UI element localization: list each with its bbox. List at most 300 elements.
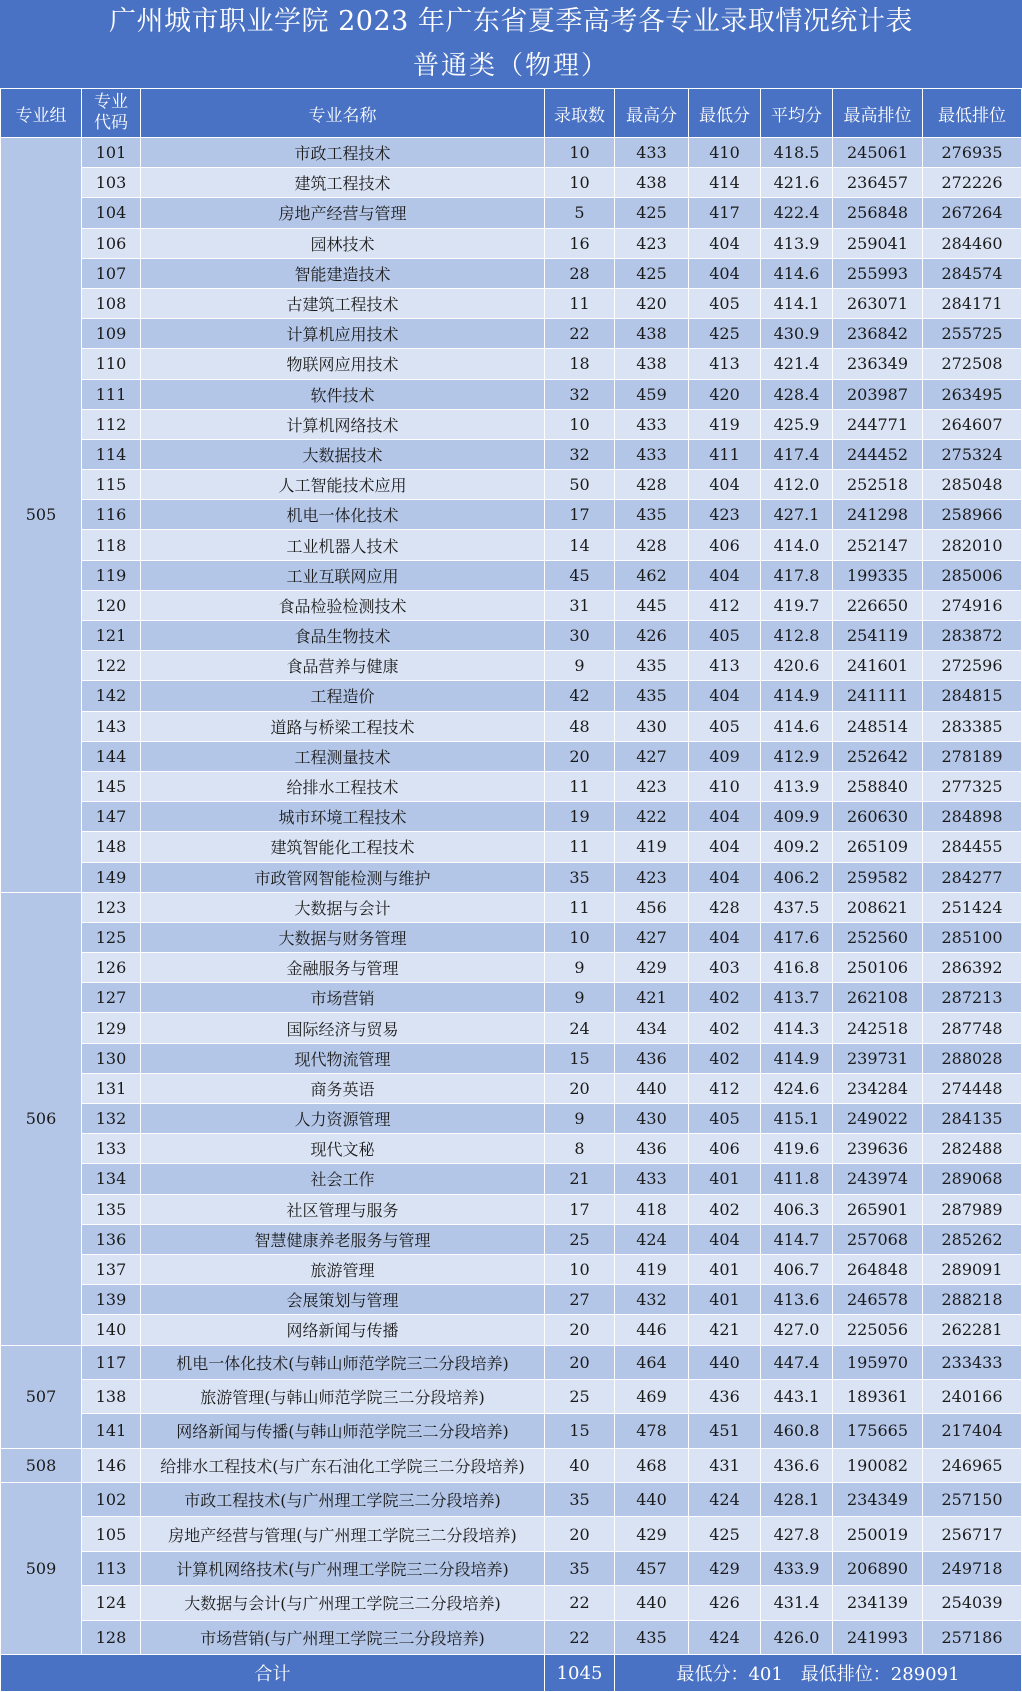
cell-avg-score: 406.2: [761, 862, 833, 892]
cell-min-score: 402: [689, 1194, 761, 1224]
cell-low-rank: 284277: [923, 862, 1022, 892]
cell-low-rank: 282488: [923, 1134, 1022, 1164]
cell-max-score: 429: [615, 1517, 689, 1551]
cell-min-score: 405: [689, 1104, 761, 1134]
cell-code: 105: [82, 1517, 141, 1551]
cell-admitted: 19: [545, 802, 615, 832]
cell-top-rank: 208621: [833, 892, 923, 922]
cell-code: 141: [82, 1414, 141, 1448]
cell-avg-score: 414.3: [761, 1013, 833, 1043]
cell-max-score: 423: [615, 862, 689, 892]
cell-admitted: 10: [545, 138, 615, 168]
cell-min-score: 406: [689, 1134, 761, 1164]
cell-admitted: 10: [545, 168, 615, 198]
cell-top-rank: 259582: [833, 862, 923, 892]
cell-min-score: 406: [689, 530, 761, 560]
cell-admitted: 20: [545, 741, 615, 771]
table-row: [1, 590, 1022, 620]
cell-low-rank: 255725: [923, 319, 1022, 349]
cell-min-score: 424: [689, 1620, 761, 1654]
cell-avg-score: 413.9: [761, 228, 833, 258]
cell-name: 国际经济与贸易: [141, 1013, 545, 1043]
cell-admitted: 10: [545, 409, 615, 439]
cell-admitted: 9: [545, 953, 615, 983]
cell-admitted: 32: [545, 439, 615, 469]
cell-code: 113: [82, 1551, 141, 1585]
cell-name: 食品检验检测技术: [141, 590, 545, 620]
cell-name: 给排水工程技术: [141, 771, 545, 801]
cell-name: 食品生物技术: [141, 621, 545, 651]
cell-admitted: 15: [545, 1414, 615, 1448]
cell-avg-score: 421.6: [761, 168, 833, 198]
cell-avg-score: 427.1: [761, 500, 833, 530]
cell-admitted: 11: [545, 832, 615, 862]
cell-avg-score: 406.3: [761, 1194, 833, 1224]
cell-code: 148: [82, 832, 141, 862]
footer-total: 1045: [545, 1655, 615, 1692]
cell-avg-score: 406.7: [761, 1254, 833, 1284]
cell-top-rank: 234284: [833, 1073, 923, 1103]
cell-max-score: 435: [615, 681, 689, 711]
table-row: [1, 1345, 1022, 1379]
cell-code: 140: [82, 1315, 141, 1345]
cell-max-score: 423: [615, 771, 689, 801]
header-admitted: 录取数: [545, 89, 615, 138]
cell-avg-score: 414.6: [761, 258, 833, 288]
table-row: [1, 621, 1022, 651]
cell-name: 建筑智能化工程技术: [141, 832, 545, 862]
cell-min-score: 420: [689, 379, 761, 409]
cell-top-rank: 263071: [833, 288, 923, 318]
cell-code: 135: [82, 1194, 141, 1224]
cell-name: 大数据与财务管理: [141, 922, 545, 952]
cell-min-score: 405: [689, 288, 761, 318]
cell-max-score: 429: [615, 953, 689, 983]
cell-avg-score: 436.6: [761, 1448, 833, 1482]
cell-name: 工程测量技术: [141, 741, 545, 771]
table-row: [1, 741, 1022, 771]
table-row: [1, 409, 1022, 439]
cell-admitted: 22: [545, 1620, 615, 1654]
cell-min-score: 404: [689, 862, 761, 892]
cell-admitted: 25: [545, 1224, 615, 1254]
cell-low-rank: 284171: [923, 288, 1022, 318]
cell-code: 143: [82, 711, 141, 741]
cell-low-rank: 284815: [923, 681, 1022, 711]
cell-avg-score: 414.9: [761, 1043, 833, 1073]
table-row: [1, 983, 1022, 1013]
cell-avg-score: 447.4: [761, 1345, 833, 1379]
table-row: [1, 1315, 1022, 1345]
cell-avg-score: 415.1: [761, 1104, 833, 1134]
cell-avg-score: 460.8: [761, 1414, 833, 1448]
cell-max-score: 436: [615, 1134, 689, 1164]
cell-max-score: 436: [615, 1043, 689, 1073]
cell-min-score: 425: [689, 319, 761, 349]
cell-low-rank: 262281: [923, 1315, 1022, 1345]
table-row: [1, 1073, 1022, 1103]
cell-min-score: 411: [689, 439, 761, 469]
cell-low-rank: 283385: [923, 711, 1022, 741]
cell-max-score: 438: [615, 319, 689, 349]
header-top-rank: 最高排位: [833, 89, 923, 138]
cell-min-score: 401: [689, 1164, 761, 1194]
table-row: [1, 862, 1022, 892]
cell-top-rank: 255993: [833, 258, 923, 288]
footer-row: [1, 1655, 1022, 1692]
cell-max-score: 438: [615, 168, 689, 198]
cell-avg-score: 413.6: [761, 1285, 833, 1315]
cell-avg-score: 413.7: [761, 983, 833, 1013]
cell-admitted: 16: [545, 228, 615, 258]
cell-admitted: 40: [545, 1448, 615, 1482]
cell-code: 115: [82, 470, 141, 500]
cell-name: 计算机应用技术: [141, 319, 545, 349]
table-row: [1, 319, 1022, 349]
cell-admitted: 35: [545, 1483, 615, 1517]
cell-low-rank: 277325: [923, 771, 1022, 801]
cell-low-rank: 289068: [923, 1164, 1022, 1194]
cell-code: 121: [82, 621, 141, 651]
cell-top-rank: 256848: [833, 198, 923, 228]
cell-max-score: 423: [615, 228, 689, 258]
cell-admitted: 24: [545, 1013, 615, 1043]
cell-low-rank: 263495: [923, 379, 1022, 409]
table-row: [1, 470, 1022, 500]
cell-min-score: 402: [689, 983, 761, 1013]
cell-avg-score: 414.0: [761, 530, 833, 560]
cell-code: 110: [82, 349, 141, 379]
cell-min-score: 402: [689, 1043, 761, 1073]
cell-min-score: 404: [689, 802, 761, 832]
cell-top-rank: 250019: [833, 1517, 923, 1551]
cell-avg-score: 427.0: [761, 1315, 833, 1345]
cell-name: 旅游管理: [141, 1254, 545, 1284]
cell-top-rank: 206890: [833, 1551, 923, 1585]
cell-admitted: 5: [545, 198, 615, 228]
cell-max-score: 434: [615, 1013, 689, 1043]
cell-name: 大数据与会计(与广州理工学院三二分段培养): [141, 1586, 545, 1620]
cell-group: 509: [1, 1483, 82, 1655]
cell-low-rank: 274448: [923, 1073, 1022, 1103]
cell-max-score: 440: [615, 1586, 689, 1620]
cell-low-rank: 285100: [923, 922, 1022, 952]
cell-name: 市政工程技术(与广州理工学院三二分段培养): [141, 1483, 545, 1517]
header-min-score: 最低分: [689, 89, 761, 138]
cell-low-rank: 267264: [923, 198, 1022, 228]
table-row: [1, 651, 1022, 681]
cell-avg-score: 437.5: [761, 892, 833, 922]
cell-admitted: 25: [545, 1379, 615, 1413]
cell-name: 软件技术: [141, 379, 545, 409]
cell-min-score: 404: [689, 832, 761, 862]
cell-low-rank: 275324: [923, 439, 1022, 469]
cell-low-rank: 289091: [923, 1254, 1022, 1284]
title-block: [0, 0, 1022, 88]
cell-top-rank: 244452: [833, 439, 923, 469]
cell-low-rank: 286392: [923, 953, 1022, 983]
cell-min-score: 419: [689, 409, 761, 439]
cell-max-score: 459: [615, 379, 689, 409]
table-row: [1, 802, 1022, 832]
cell-name: 市场营销: [141, 983, 545, 1013]
cell-min-score: 410: [689, 138, 761, 168]
footer-label: 合计: [1, 1655, 545, 1692]
cell-name: 市政工程技术: [141, 138, 545, 168]
cell-name: 计算机网络技术(与广州理工学院三二分段培养): [141, 1551, 545, 1585]
header-row: [1, 89, 1022, 138]
table-row: [1, 1414, 1022, 1448]
cell-admitted: 50: [545, 470, 615, 500]
table-row: [1, 258, 1022, 288]
cell-low-rank: 288028: [923, 1043, 1022, 1073]
cell-admitted: 9: [545, 651, 615, 681]
cell-top-rank: 254119: [833, 621, 923, 651]
cell-avg-score: 414.9: [761, 681, 833, 711]
cell-avg-score: 411.8: [761, 1164, 833, 1194]
cell-low-rank: 284455: [923, 832, 1022, 862]
cell-name: 会展策划与管理: [141, 1285, 545, 1315]
cell-avg-score: 419.7: [761, 590, 833, 620]
cell-low-rank: 282010: [923, 530, 1022, 560]
table-row: [1, 892, 1022, 922]
table-row: [1, 1013, 1022, 1043]
cell-code: 133: [82, 1134, 141, 1164]
cell-top-rank: 199335: [833, 560, 923, 590]
footer-summary: 最低分：401 最低排位：289091: [615, 1655, 1022, 1692]
cell-code: 109: [82, 319, 141, 349]
table-row: [1, 1254, 1022, 1284]
cell-low-rank: 258966: [923, 500, 1022, 530]
cell-code: 114: [82, 439, 141, 469]
cell-admitted: 48: [545, 711, 615, 741]
cell-min-score: 404: [689, 560, 761, 590]
table-row: [1, 560, 1022, 590]
cell-low-rank: 251424: [923, 892, 1022, 922]
cell-avg-score: 414.6: [761, 711, 833, 741]
cell-avg-score: 424.6: [761, 1073, 833, 1103]
cell-top-rank: 245061: [833, 138, 923, 168]
admission-table: [0, 88, 1022, 1692]
cell-avg-score: 417.6: [761, 922, 833, 952]
cell-code: 149: [82, 862, 141, 892]
cell-name: 城市环境工程技术: [141, 802, 545, 832]
cell-avg-score: 412.8: [761, 621, 833, 651]
cell-admitted: 9: [545, 983, 615, 1013]
table-row: [1, 349, 1022, 379]
cell-admitted: 9: [545, 1104, 615, 1134]
cell-name: 智慧健康养老服务与管理: [141, 1224, 545, 1254]
cell-top-rank: 234139: [833, 1586, 923, 1620]
cell-code: 108: [82, 288, 141, 318]
cell-admitted: 30: [545, 621, 615, 651]
cell-code: 130: [82, 1043, 141, 1073]
cell-admitted: 11: [545, 892, 615, 922]
cell-avg-score: 428.1: [761, 1483, 833, 1517]
cell-max-score: 430: [615, 1104, 689, 1134]
cell-admitted: 21: [545, 1164, 615, 1194]
cell-avg-score: 417.8: [761, 560, 833, 590]
cell-min-score: 403: [689, 953, 761, 983]
cell-name: 给排水工程技术(与广东石油化工学院三二分段培养): [141, 1448, 545, 1482]
cell-admitted: 42: [545, 681, 615, 711]
cell-min-score: 423: [689, 500, 761, 530]
cell-max-score: 426: [615, 621, 689, 651]
cell-code: 120: [82, 590, 141, 620]
cell-admitted: 32: [545, 379, 615, 409]
cell-code: 124: [82, 1586, 141, 1620]
cell-max-score: 457: [615, 1551, 689, 1585]
cell-min-score: 410: [689, 771, 761, 801]
cell-min-score: 412: [689, 1073, 761, 1103]
cell-avg-score: 443.1: [761, 1379, 833, 1413]
cell-top-rank: 241111: [833, 681, 923, 711]
cell-max-score: 464: [615, 1345, 689, 1379]
header-code-line2: 代码: [94, 113, 128, 133]
cell-low-rank: 256717: [923, 1517, 1022, 1551]
table-row: [1, 711, 1022, 741]
cell-top-rank: 243974: [833, 1164, 923, 1194]
cell-admitted: 20: [545, 1315, 615, 1345]
cell-admitted: 15: [545, 1043, 615, 1073]
table-row: [1, 1043, 1022, 1073]
cell-min-score: 405: [689, 711, 761, 741]
cell-min-score: 404: [689, 922, 761, 952]
cell-max-score: 438: [615, 349, 689, 379]
cell-admitted: 45: [545, 560, 615, 590]
cell-name: 大数据技术: [141, 439, 545, 469]
cell-top-rank: 246578: [833, 1285, 923, 1315]
table-body: [1, 138, 1022, 1655]
cell-top-rank: 250106: [833, 953, 923, 983]
cell-low-rank: 274916: [923, 590, 1022, 620]
cell-low-rank: 284574: [923, 258, 1022, 288]
cell-group: 507: [1, 1345, 82, 1448]
table-row: [1, 771, 1022, 801]
cell-top-rank: 260630: [833, 802, 923, 832]
header-low-rank: 最低排位: [923, 89, 1022, 138]
cell-max-score: 425: [615, 258, 689, 288]
cell-code: 117: [82, 1345, 141, 1379]
cell-name: 人力资源管理: [141, 1104, 545, 1134]
cell-min-score: 428: [689, 892, 761, 922]
table-row: [1, 1448, 1022, 1482]
cell-low-rank: 284460: [923, 228, 1022, 258]
cell-top-rank: 226650: [833, 590, 923, 620]
cell-avg-score: 430.9: [761, 319, 833, 349]
cell-admitted: 14: [545, 530, 615, 560]
cell-avg-score: 422.4: [761, 198, 833, 228]
cell-max-score: 446: [615, 1315, 689, 1345]
cell-avg-score: 413.9: [761, 771, 833, 801]
cell-avg-score: 425.9: [761, 409, 833, 439]
cell-code: 129: [82, 1013, 141, 1043]
cell-max-score: 433: [615, 1164, 689, 1194]
cell-name: 建筑工程技术: [141, 168, 545, 198]
cell-name: 社会工作: [141, 1164, 545, 1194]
cell-min-score: 413: [689, 349, 761, 379]
cell-avg-score: 409.9: [761, 802, 833, 832]
cell-code: 125: [82, 922, 141, 952]
cell-admitted: 22: [545, 319, 615, 349]
cell-top-rank: 195970: [833, 1345, 923, 1379]
cell-code: 106: [82, 228, 141, 258]
table-row: [1, 1517, 1022, 1551]
cell-top-rank: 244771: [833, 409, 923, 439]
cell-code: 119: [82, 560, 141, 590]
cell-max-score: 432: [615, 1285, 689, 1315]
cell-admitted: 17: [545, 1194, 615, 1224]
cell-low-rank: 254039: [923, 1586, 1022, 1620]
cell-top-rank: 241298: [833, 500, 923, 530]
header-avg-score: 平均分: [761, 89, 833, 138]
cell-avg-score: 427.8: [761, 1517, 833, 1551]
table-row: [1, 288, 1022, 318]
cell-admitted: 8: [545, 1134, 615, 1164]
cell-top-rank: 252147: [833, 530, 923, 560]
cell-max-score: 469: [615, 1379, 689, 1413]
cell-name: 智能建造技术: [141, 258, 545, 288]
cell-admitted: 20: [545, 1517, 615, 1551]
cell-name: 市政管网智能检测与维护: [141, 862, 545, 892]
cell-avg-score: 420.6: [761, 651, 833, 681]
cell-name: 工程造价: [141, 681, 545, 711]
cell-avg-score: 426.0: [761, 1620, 833, 1654]
cell-low-rank: 287989: [923, 1194, 1022, 1224]
cell-low-rank: 257150: [923, 1483, 1022, 1517]
cell-max-score: 435: [615, 651, 689, 681]
cell-top-rank: 236349: [833, 349, 923, 379]
cell-max-score: 427: [615, 741, 689, 771]
cell-admitted: 18: [545, 349, 615, 379]
cell-admitted: 31: [545, 590, 615, 620]
table-row: [1, 1134, 1022, 1164]
cell-low-rank: 287748: [923, 1013, 1022, 1043]
cell-top-rank: 249022: [833, 1104, 923, 1134]
cell-max-score: 435: [615, 1620, 689, 1654]
cell-max-score: 420: [615, 288, 689, 318]
cell-avg-score: 409.2: [761, 832, 833, 862]
cell-low-rank: 272508: [923, 349, 1022, 379]
cell-code: 144: [82, 741, 141, 771]
cell-low-rank: 272226: [923, 168, 1022, 198]
cell-top-rank: 252518: [833, 470, 923, 500]
table-row: [1, 1164, 1022, 1194]
cell-name: 机电一体化技术(与韩山师范学院三二分段培养): [141, 1345, 545, 1379]
cell-name: 金融服务与管理: [141, 953, 545, 983]
cell-top-rank: 248514: [833, 711, 923, 741]
cell-min-score: 451: [689, 1414, 761, 1448]
cell-avg-score: 428.4: [761, 379, 833, 409]
cell-max-score: 425: [615, 198, 689, 228]
cell-admitted: 10: [545, 1254, 615, 1284]
cell-code: 102: [82, 1483, 141, 1517]
cell-name: 计算机网络技术: [141, 409, 545, 439]
cell-top-rank: 239731: [833, 1043, 923, 1073]
cell-max-score: 427: [615, 922, 689, 952]
cell-low-rank: 284135: [923, 1104, 1022, 1134]
cell-admitted: 28: [545, 258, 615, 288]
cell-min-score: 431: [689, 1448, 761, 1482]
cell-min-score: 402: [689, 1013, 761, 1043]
cell-max-score: 418: [615, 1194, 689, 1224]
cell-name: 园林技术: [141, 228, 545, 258]
table-row: [1, 1620, 1022, 1654]
cell-avg-score: 417.4: [761, 439, 833, 469]
cell-top-rank: 265109: [833, 832, 923, 862]
cell-name: 工业机器人技术: [141, 530, 545, 560]
cell-max-score: 422: [615, 802, 689, 832]
